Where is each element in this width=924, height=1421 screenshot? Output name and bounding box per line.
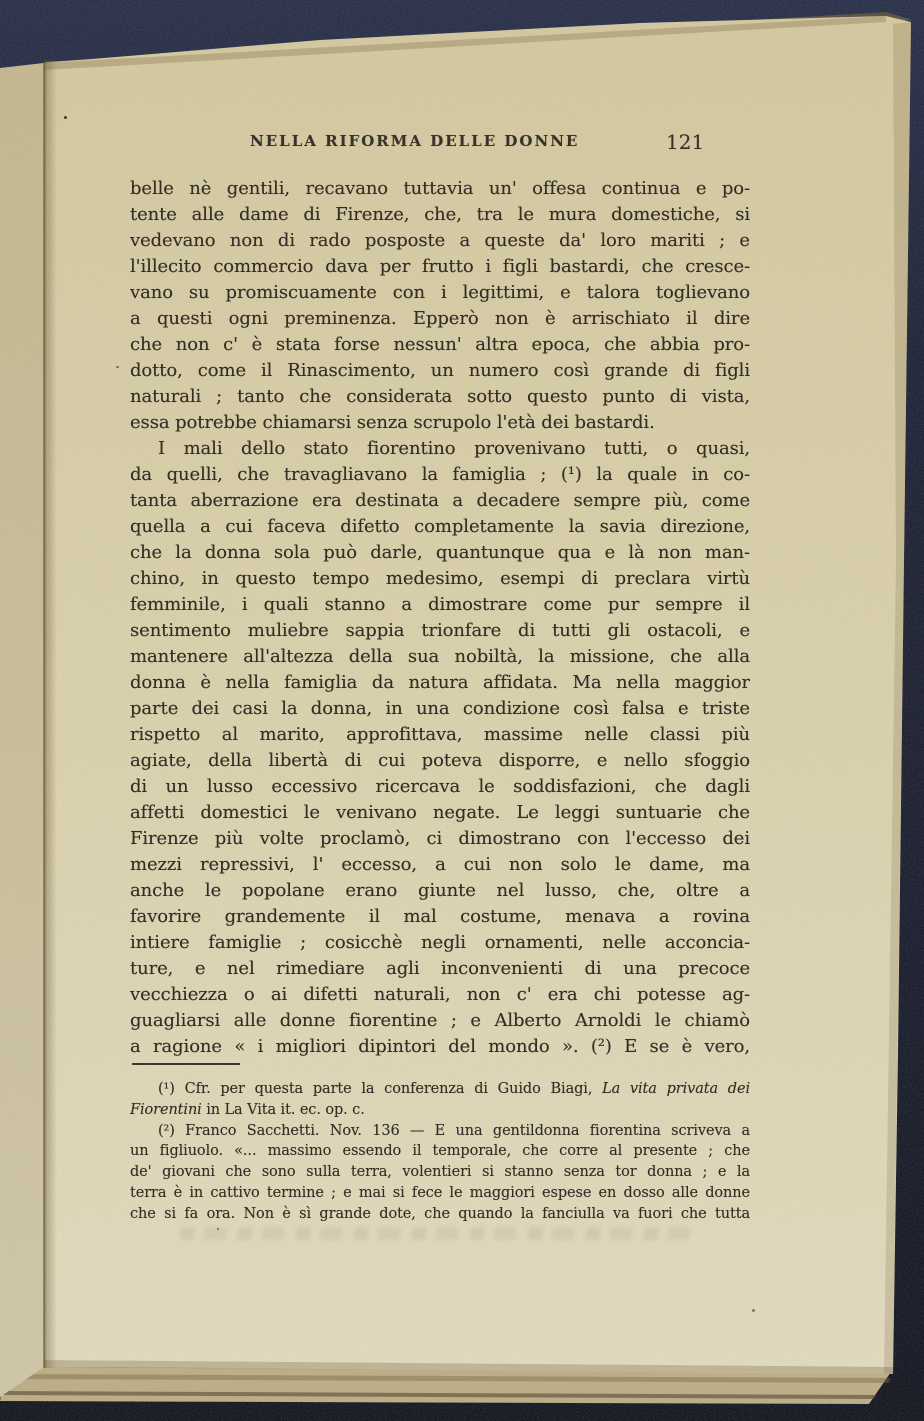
body-line: naturali ; tanto che considerata sotto questo punto di vista, [130,386,750,407]
body-line: sentimento muliebre sappia trionfare di tutti gli ostacoli, e [130,620,750,641]
body-line: intiere famiglie ; cosicchè negli ornamenti, nelle acconcia- [130,932,750,953]
footnote-line: Fiorentini in La Vita it. ec. op. c. [130,1101,365,1118]
footnotes [130,1079,750,1225]
body-line: rispetto al marito, approfittava, massime nelle classi più [130,724,750,745]
body-line: favorire grandemente il mal costume, menava a rovina [130,906,750,927]
body-line: anche le popolane erano giunte nel lusso, che, oltre a [130,880,750,901]
printed-page-content [130,0,750,1421]
body-line: affetti domestici le venivano negate. Le leggi suntuarie che [130,802,750,823]
body-line: tanta aberrazione era destinata a decadere sempre più, come [130,490,750,511]
body-line: essa potrebbe chiamarsi senza scrupolo l'età dei bastardi. [130,412,655,433]
body-line: belle nè gentili, recavano tuttavia un' offesa continua e po- [130,178,750,199]
paper-speck [752,1309,755,1312]
body-line: mezzi repressivi, l' eccesso, a cui non solo le dame, ma [130,854,750,875]
body-line: a ragione « i migliori dipintori del mondo ». (²) E se è vero, [130,1036,750,1057]
body-line: dotto, come il Rinascimento, un numero così grande di figli [130,360,750,381]
body-line: che la donna sola può darle, quantunque qua e là non man- [130,542,750,563]
running-head [130,130,750,156]
footnote-line: un figliuolo. «... massimo essendo il temporale, che corre al presente ; che [130,1143,750,1160]
body-line: femminile, i quali stanno a dimostrare come pur sempre il [130,594,750,615]
body-line: vano su promiscuamente con i legittimi, e talora toglievano [130,282,750,303]
footnote-line: (²) Franco Sacchetti. Nov. 136 — E una gentildonna fiorentina scriveva a [158,1122,750,1139]
body-line: agiate, della libertà di cui poteva disporre, e nello sfoggio [130,750,750,771]
paper-speck [64,116,67,119]
body-line: mantenere all'altezza della sua nobiltà, la missione, che alla [130,646,750,667]
body-line: guagliarsi alle donne fiorentine ; e Alberto Arnoldi le chiamò [130,1010,750,1031]
body-line: ture, e nel rimediare agli inconvenienti di una precoce [130,958,750,979]
body-line: I mali dello stato fiorentino provenivano tutti, o quasi, [158,438,750,459]
body-line: chino, in questo tempo medesimo, esempi di preclara virtù [130,568,750,589]
body-line: di un lusso eccessivo ricercava le soddisfazioni, che dagli [130,776,750,797]
page-number: 121 [666,130,705,154]
body-line: da quelli, che travagliavano la famiglia ; (¹) la quale in co- [130,464,750,485]
body-line: a questi ogni preminenza. Epperò non è arrischiato il dire [130,308,750,329]
footnote-line: (¹) Cfr. per questa parte la conferenza di Guido Biagi, La vita privata dei [158,1081,750,1097]
body-line: che non c' è stata forse nessun' altra epoca, che abbia pro- [130,334,750,355]
running-head-title: NELLA RIFORMA DELLE DONNE [250,132,580,150]
body-line: l'illecito commercio dava per frutto i figli bastardi, che cresce- [130,256,750,277]
footnote-line: terra è in cattivo termine ; e mai si fece le maggiori espese en dosso alle donne [130,1184,750,1201]
body-line: quella a cui faceva difetto completamente la savia direzione, [130,516,750,537]
paper-speck [116,366,119,368]
body-line: vedevano non di rado posposte a queste da' loro mariti ; e [130,230,750,251]
footnote-line: de' giovani che sono sulla terra, volentieri si stanno senza tor donna ; e la [130,1164,750,1181]
body-text [130,176,750,1060]
footnote-line: che si fa ora. Non è sì grande dote, che quando la fanciulla va fuori che tutta [130,1205,750,1222]
body-line: vecchiezza o ai difetti naturali, non c' era chi potesse ag- [130,984,750,1005]
body-line: donna è nella famiglia da natura affidata. Ma nella maggior [130,672,750,693]
body-line: parte dei casi la donna, in una condizione così falsa e triste [130,698,750,719]
footnote-separator [132,1063,240,1065]
body-line: Firenze più volte proclamò, ci dimostrano con l'eccesso dei [130,828,750,849]
body-line: tente alle dame di Firenze, che, tra le mura domestiche, si [130,204,750,225]
